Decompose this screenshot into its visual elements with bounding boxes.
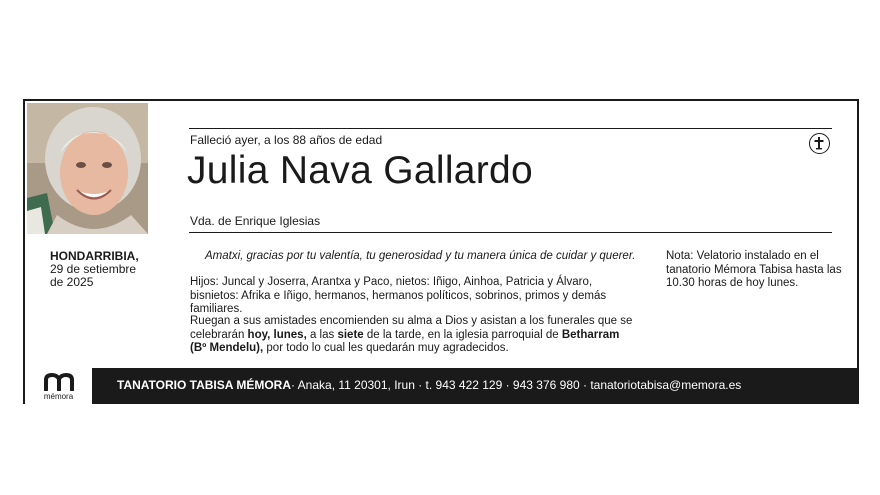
place-date — [50, 250, 150, 289]
family-list: Hijos: Juncal y Joserra, Arantxa y Paco, nietos: Iñigo, Ainhoa, Patricia y Álvaro, bisnietos: Afrika e Iñigo, hermanos, hermanos políticos, sobrinos, primos y demás familiares. — [190, 276, 607, 315]
obituary-card — [23, 99, 859, 404]
portrait-photo — [27, 103, 148, 234]
funeral-time: siete — [337, 328, 364, 341]
funeral-text-1: Ruegan a sus amistades encomienden su alma a Dios y asistan a los funerales que se celebrarán — [190, 315, 633, 341]
funeral-home-footer — [23, 368, 859, 404]
city: HONDARRIBIA, — [50, 249, 139, 263]
funeral-church: Betharram (Bº Mendelu), — [190, 328, 620, 354]
wake-note: Nota: Velatorio instalado en el tanatorio Mémora Tabisa hasta las 10.30 horas de hoy lunes. — [666, 250, 842, 289]
dedication-quote: Amatxi, gracias por tu valentía, tu generosidad y tu manera única de cuidar y querer. — [205, 250, 636, 262]
memora-logo — [23, 368, 92, 404]
logo-wordmark: mémora — [43, 392, 74, 401]
deceased-name: Julia Nava Gallardo — [187, 149, 534, 192]
funeral-announcement — [190, 315, 635, 356]
funeral-home-name: TANATORIO TABISA MÉMORA — [117, 378, 291, 392]
footer-contact — [117, 378, 741, 392]
funeral-day: hoy, lunes, — [247, 328, 307, 341]
funeral-text-4: por todo lo cual les quedarán muy agradecidos. — [263, 342, 509, 354]
funeral-text-2: a las — [306, 328, 338, 341]
cross-icon — [809, 133, 830, 154]
widow-of: Vda. de Enrique Iglesias — [190, 214, 321, 228]
funeral-text-3: de la tarde, en la iglesia parroquial de — [363, 328, 562, 341]
funeral-home-details: · Anaka, 11 20301, Irun · t. 943 422 129 · 943 376 980 · tanatoriotabisa@memora.es — [291, 378, 742, 392]
death-line: Falleció ayer, a los 88 años de edad — [190, 133, 383, 147]
date: 29 de setiembre de 2025 — [50, 262, 137, 289]
top-divider — [189, 128, 832, 129]
memora-logo-icon — [44, 373, 74, 391]
middle-divider — [189, 232, 832, 233]
